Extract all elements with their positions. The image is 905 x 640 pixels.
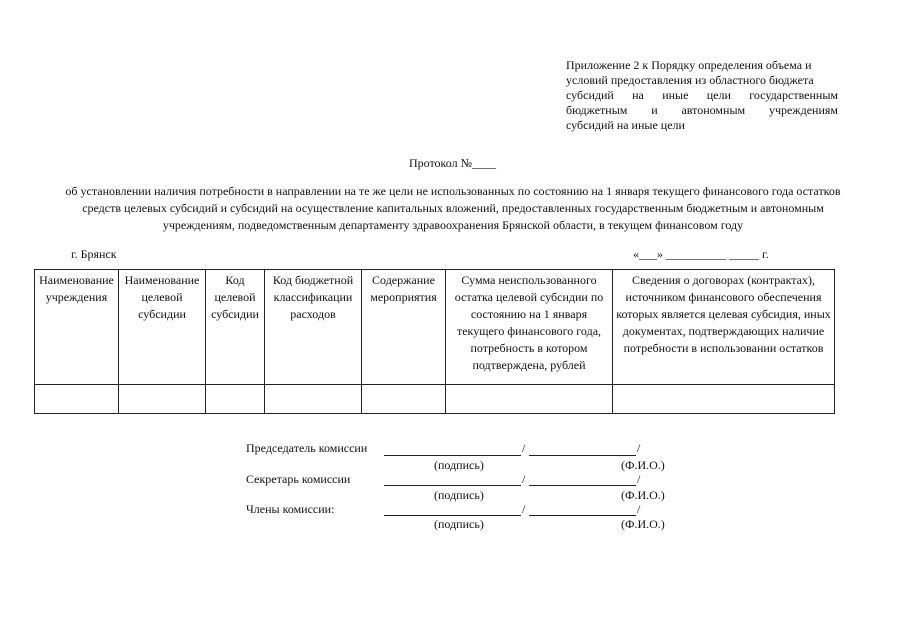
chairman-name-line [529,455,636,456]
chairman-name-caption: (Ф.И.О.) [621,458,665,472]
members-separator-end: / [637,502,641,516]
table-header-row [35,270,835,385]
table-cell [446,385,613,414]
header-budget-code: Код бюджетной классификации расходов [265,270,362,385]
members-separator: / [522,502,526,516]
members-label: Члены комиссии: [246,502,335,516]
appendix-line-1: Приложение 2 к Порядку определения объема и [566,58,812,72]
appendix-line-4: бюджетным и автономным учреждениям [566,103,838,117]
date-field: «___» __________ _____ г. [633,247,769,261]
secretary-name-line [529,485,636,486]
header-activity: Содержание мероприятия [362,270,446,385]
table-cell [35,385,119,414]
chairman-label: Председатель комиссии [246,441,368,455]
members-sign-line [384,515,521,516]
table-cell [206,385,265,414]
header-institution-name: Наименование учреждения [35,270,119,385]
chairman-sign-caption: (подпись) [434,458,484,472]
protocol-title: Протокол №____ [408,156,497,170]
secretary-name-caption: (Ф.И.О.) [621,488,665,502]
protocol-table [34,269,835,414]
appendix-line-5: субсидий на иные цели [566,118,685,132]
chairman-sign-line [384,455,521,456]
secretary-separator-end: / [637,472,641,486]
table-cell [613,385,835,414]
members-name-line [529,515,636,516]
header-subsidy-code: Код целевой субсидии [206,270,265,385]
header-contracts-info: Сведения о договорах (контрактах), источником финансового обеспечения которых является целевая субсидия, иных документах, подтверждающих наличие потребности в использовании остатков [613,270,835,385]
appendix-line-3: субсидий на иные цели государственным [566,88,838,102]
protocol-subtitle: об установлении наличия потребности в направлении на те же цели не использованных по состоянию на 1 января текущего финансового года остатков средств целевых субсидий и субсидий на осуществление капитальных вложений, предоставленных государственным бюджетным и автономным учреждениям, подведомственным департаменту здравоохранения Брянской области, в текущем финансовом году [65,184,841,232]
secretary-sign-line [384,485,521,486]
table-cell [119,385,206,414]
appendix-note [566,58,838,133]
chairman-separator: / [522,441,526,455]
members-name-caption: (Ф.И.О.) [621,517,665,531]
table-cell [265,385,362,414]
appendix-line-2: условий предоставления из областного бюджета [566,73,814,87]
city: г. Брянск [71,247,117,261]
secretary-label: Секретарь комиссии [246,472,351,486]
header-unused-amount: Сумма неиспользованного остатка целевой субсидии по состоянию на 1 января текущего финансового года, потребность в котором подтверждена, рублей [446,270,613,385]
table-row [35,385,835,414]
header-subsidy-name: Наименование целевой субсидии [119,270,206,385]
table-cell [362,385,446,414]
secretary-separator: / [522,472,526,486]
chairman-separator-end: / [637,441,641,455]
members-sign-caption: (подпись) [434,517,484,531]
secretary-sign-caption: (подпись) [434,488,484,502]
